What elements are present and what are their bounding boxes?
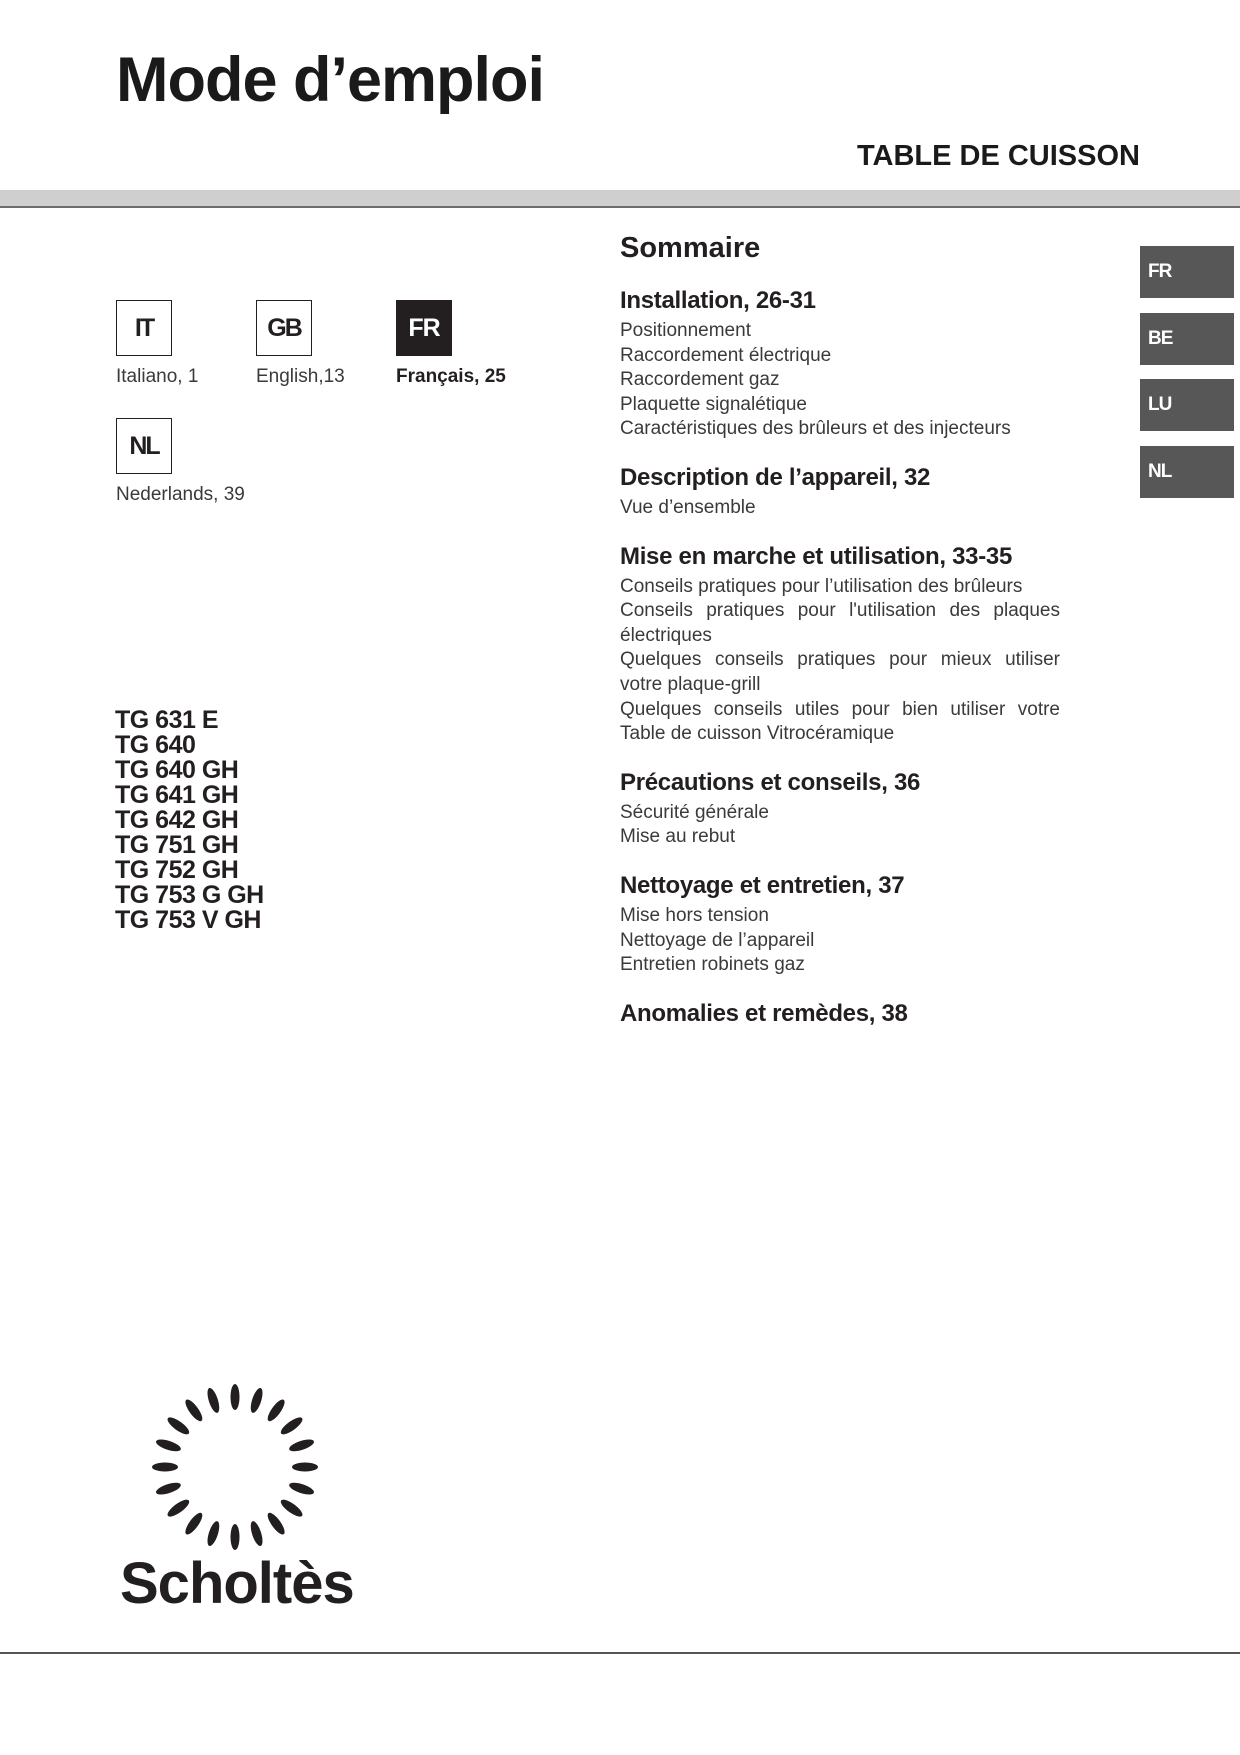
toc-item[interactable]: Entretien robinets gaz — [620, 954, 805, 976]
toc-item[interactable]: Quelques conseils pratiques pour mieux utiliser votre plaque-grill — [620, 649, 1060, 695]
sun-ray — [248, 1520, 265, 1548]
side-tab-fr[interactable]: FR — [1140, 246, 1234, 298]
sun-ray — [183, 1397, 206, 1423]
sun-ray — [278, 1497, 304, 1520]
model-list — [115, 708, 264, 933]
table-of-contents — [620, 232, 1060, 1050]
sun-ray — [265, 1397, 288, 1423]
language-nl[interactable] — [116, 418, 276, 506]
toc-section-cleaning — [620, 872, 1060, 978]
model-item: TG 751 GH — [115, 831, 239, 859]
toc-section-description — [620, 464, 1060, 521]
sun-ray — [152, 1463, 178, 1472]
toc-item[interactable]: Conseils pratiques pour l'utilisation des plaques électriques — [620, 600, 1060, 646]
sun-ray — [288, 1480, 316, 1497]
language-code-box: IT — [116, 300, 172, 356]
toc-item[interactable]: Conseils pratiques pour l’utilisation des brûleurs — [620, 575, 1023, 597]
toc-heading[interactable]: Mise en marche et utilisation, 33-35 — [620, 542, 1013, 570]
toc-item[interactable]: Nettoyage de l’appareil — [620, 929, 815, 951]
language-it[interactable] — [116, 300, 276, 388]
model-item: TG 640 — [115, 731, 196, 759]
language-code-box-active: FR — [396, 300, 452, 356]
toc-item[interactable]: Quelques conseils utiles pour bien utiliser votre Table de cuisson Vitrocéramique — [620, 698, 1060, 745]
language-label: English,13 — [256, 366, 345, 387]
toc-item[interactable]: Mise au rebut — [620, 826, 736, 848]
sun-ray — [155, 1480, 183, 1497]
toc-item[interactable]: Mise hors tension — [620, 904, 769, 926]
product-type: TABLE DE CUISSON — [856, 140, 1140, 172]
sun-ray — [165, 1415, 191, 1438]
sun-ray — [205, 1387, 222, 1415]
language-gb[interactable] — [256, 300, 416, 388]
toc-heading[interactable]: Nettoyage et entretien, 37 — [620, 871, 905, 899]
toc-heading[interactable]: Installation, 26-31 — [620, 287, 816, 314]
model-item: TG 753 G GH — [115, 881, 264, 909]
sun-ray — [292, 1463, 318, 1472]
sun-ray — [231, 1384, 240, 1410]
sun-ray — [165, 1497, 191, 1520]
language-code-box: GB — [256, 300, 312, 356]
brand-logo-text: Scholtès — [120, 1551, 354, 1616]
sun-ray — [155, 1437, 183, 1454]
page-title: Mode d’emploi — [116, 45, 544, 115]
sun-ray — [205, 1520, 222, 1548]
model-item: TG 641 GH — [115, 781, 239, 809]
toc-section-troubleshooting — [620, 1000, 1060, 1028]
sun-ray — [278, 1415, 304, 1438]
sun-ray — [183, 1510, 206, 1536]
language-label: Français, 25 — [396, 366, 506, 387]
toc-item[interactable]: Raccordement gaz — [620, 369, 780, 391]
side-tab-be[interactable]: BE — [1140, 313, 1234, 365]
toc-item[interactable]: Vue d’ensemble — [620, 496, 756, 518]
sun-ray — [231, 1524, 240, 1550]
toc-heading[interactable]: Description de l’appareil, 32 — [620, 463, 931, 491]
model-item: TG 642 GH — [115, 806, 239, 834]
model-item: TG 640 GH — [115, 756, 239, 784]
model-item: TG 631 E — [115, 706, 218, 734]
toc-item[interactable]: Caractéristiques des brûleurs et des injecteurs — [620, 418, 1011, 440]
language-fr[interactable] — [396, 300, 556, 388]
toc-section-installation — [620, 287, 1060, 442]
sun-ray — [288, 1437, 316, 1454]
toc-heading[interactable]: Précautions et conseils, 36 — [620, 768, 921, 796]
sun-ray — [248, 1387, 265, 1415]
header-band — [0, 190, 1240, 208]
toc-heading[interactable]: Anomalies et remèdes, 38 — [620, 999, 908, 1027]
language-code-box: NL — [116, 418, 172, 474]
footer-rule — [0, 1652, 1240, 1654]
toc-section-precautions — [620, 769, 1060, 850]
sun-ray — [265, 1510, 288, 1536]
toc-item[interactable]: Sécurité générale — [620, 801, 769, 823]
toc-item[interactable]: Positionnement — [620, 320, 751, 341]
toc-item[interactable]: Raccordement électrique — [620, 344, 832, 366]
language-label: Italiano, 1 — [116, 366, 199, 387]
side-tab-nl[interactable]: NL — [1140, 446, 1234, 498]
toc-item[interactable]: Plaquette signalétique — [620, 393, 807, 415]
toc-title: Sommaire — [620, 232, 761, 264]
side-tab-lu[interactable]: LU — [1140, 379, 1234, 431]
model-item: TG 753 V GH — [115, 906, 261, 934]
model-item: TG 752 GH — [115, 856, 239, 884]
language-label: Nederlands, 39 — [116, 484, 245, 505]
toc-section-usage — [620, 543, 1060, 747]
